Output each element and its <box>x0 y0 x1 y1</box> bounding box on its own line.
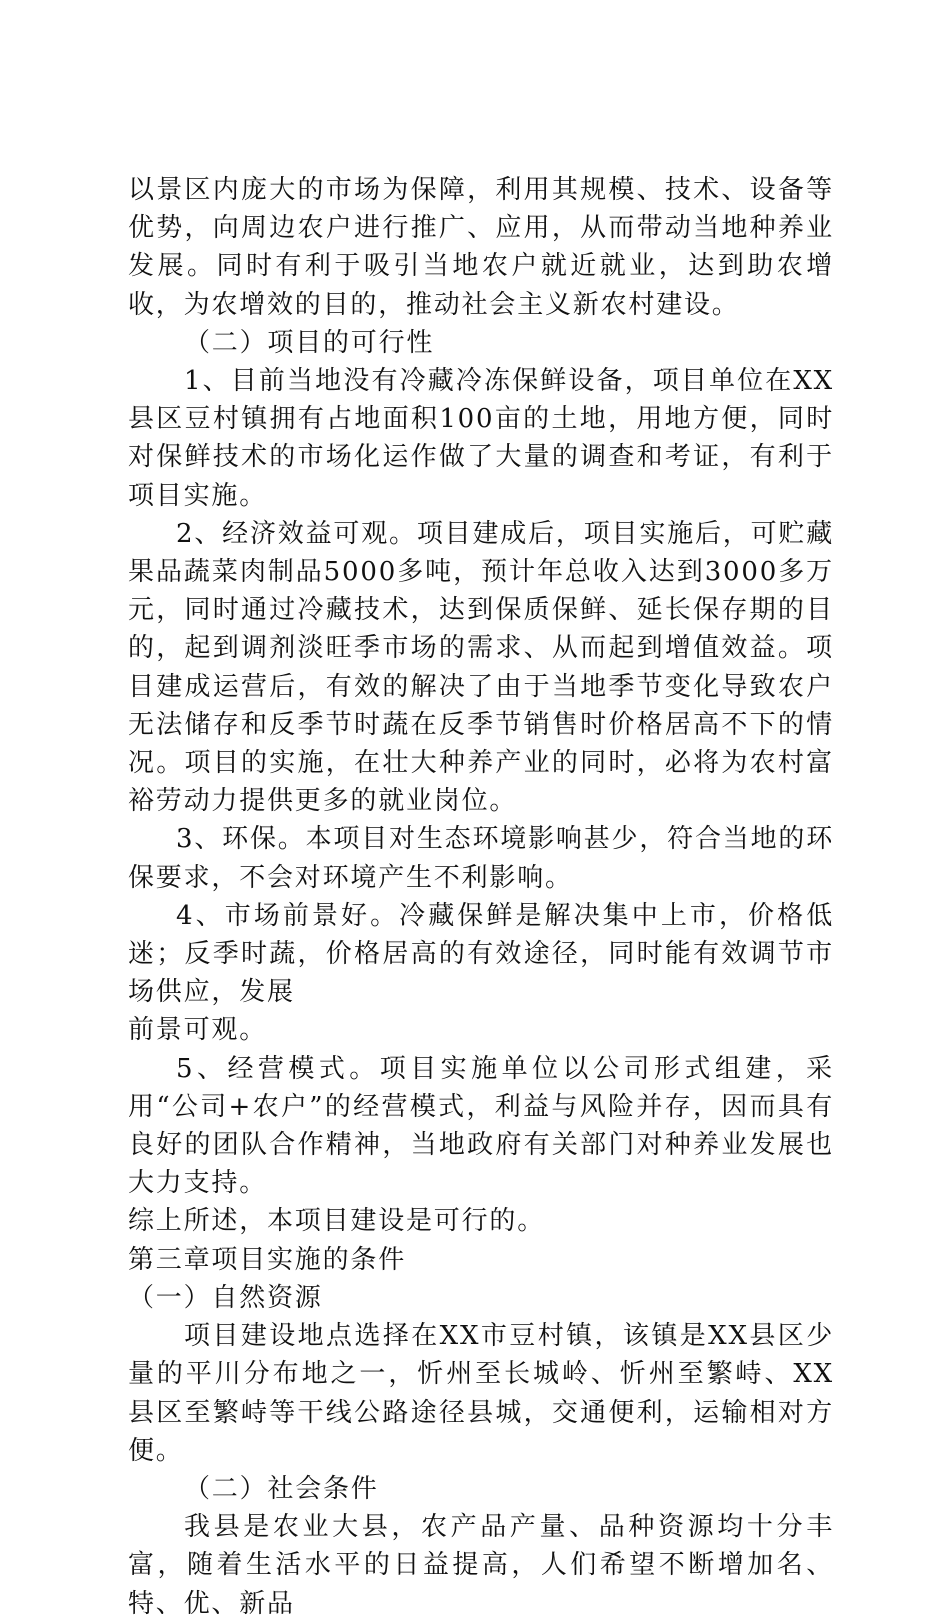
paragraph-intro: 以景区内庞大的市场为保障，利用其规模、技术、设备等优势，向周边农户进行推广、应用，从而带动当地种养业发展。同时有利于吸引当地农户就近就业，达到助农增收，为农增效的目的，推动社会主义新农村建设。 <box>128 175 834 320</box>
paragraph-social-conditions: 我县是农业大县，农产品产量、品种资源均十分丰富，随着生活水平的日益提高，人们希望不断增加名、特、优、新品 <box>128 1512 834 1619</box>
paragraph-natural-resources: 项目建设地点选择在XX市豆村镇，该镇是XX县区少量的平川分布地之一，忻州至长城岭、忻州至繁峙、XX县区至繁峙等干线公路途径县城，交通便利，运输相对方便。 <box>128 1321 834 1466</box>
paragraph-feasibility-4: 4、市场前景好。冷藏保鲜是解决集中上市，价格低迷；反季时蔬，价格居高的有效途径，同时能有效调节市场供应，发展 <box>128 900 834 1008</box>
section-heading-social-conditions: （二）社会条件 <box>184 1473 379 1504</box>
paragraph-feasibility-1: 1、目前当地没有冷藏冷冻保鲜设备，项目单位在XX县区豆村镇拥有占地面积100亩的土地，用地方便，同时对保鲜技术的市场化运作做了大量的调查和考证，有利于项目实施。 <box>128 366 834 511</box>
section-heading-natural-resources: （一）自然资源 <box>128 1282 323 1313</box>
paragraph-conclusion: 综上所述，本项目建设是可行的。 <box>128 1206 546 1237</box>
section-heading-feasibility: （二）项目的可行性 <box>184 327 435 358</box>
paragraph-feasibility-5: 5、经营模式。项目实施单位以公司形式组建，采用“公司+农户”的经营模式，利益与风险并存，因而具有良好的团队合作精神，当地政府有关部门对种养业发展也大力支持。 <box>128 1053 834 1199</box>
paragraph-feasibility-3: 3、环保。本项目对生态环境影响甚少，符合当地的环保要求，不会对环境产生不利影响。 <box>128 824 834 893</box>
document-body <box>128 171 834 1623</box>
paragraph-feasibility-4-continued: 前景可观。 <box>128 1015 268 1046</box>
paragraph-feasibility-2: 2、经济效益可观。项目建成后，项目实施后，可贮藏果品蔬菜肉制品5000多吨，预计年总收入达到3000多万元，同时通过冷藏技术，达到保质保鲜、延长保存期的目的，起到调剂淡旺季市场的需求、从而起到增值效益。项目建成运营后，有效的解决了由于当地季节变化导致农户无法储存和反季节时蔬在反季节销售时价格居高不下的情况。项目的实施，在壮大种养产业的同时，必将为农村富裕劳动力提供更多的就业岗位。 <box>128 518 834 817</box>
chapter-heading: 第三章项目实施的条件 <box>128 1244 407 1275</box>
